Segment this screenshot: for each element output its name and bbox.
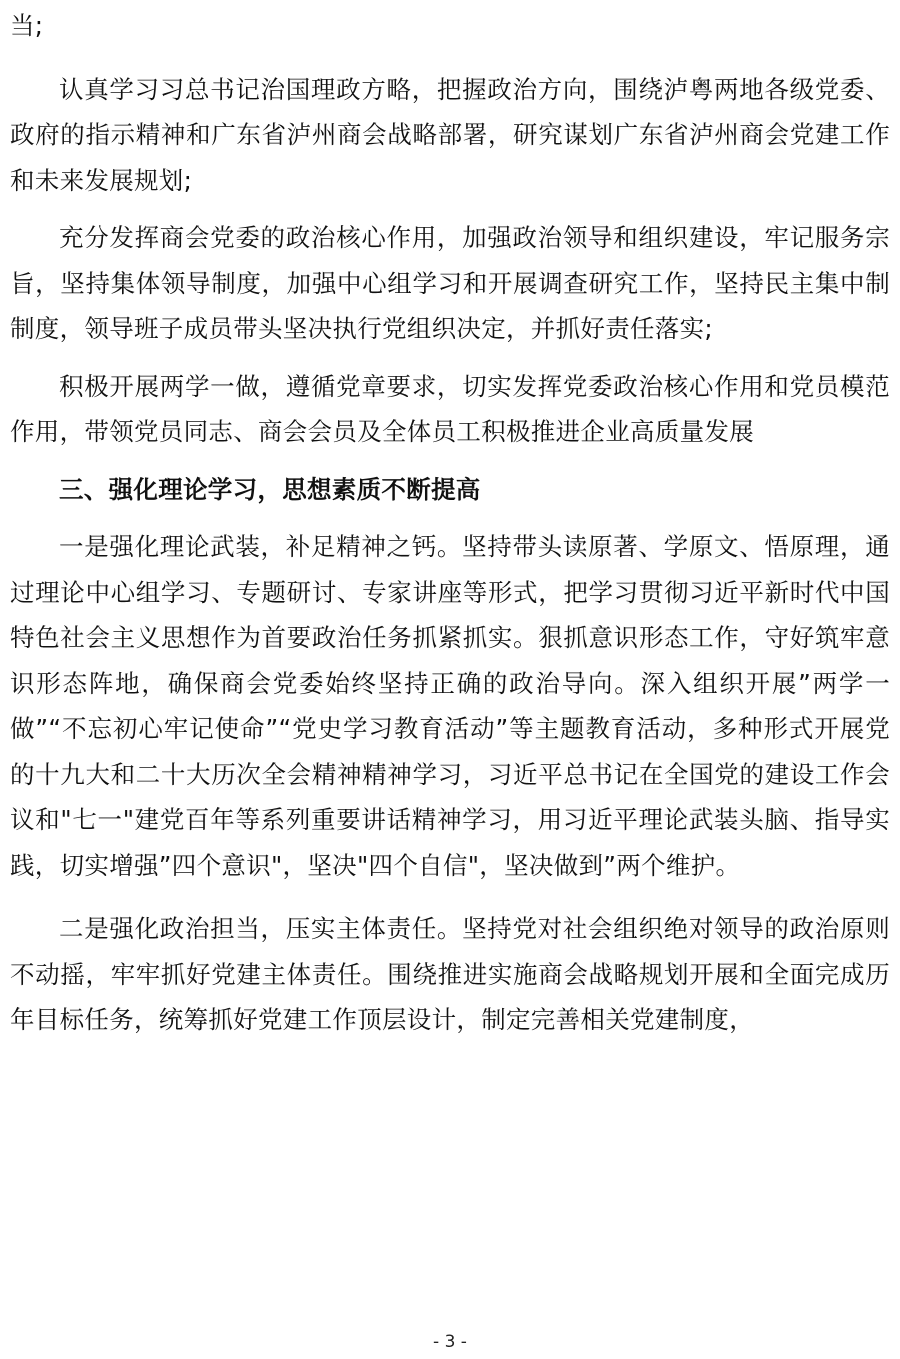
page-number: - 3 - bbox=[433, 1332, 467, 1352]
paragraph-political-responsibility: 二是强化政治担当，压实主体责任。坚持党对社会组织绝对领导的政治原则不动摇，牢牢抓好党建主体责任。围绕推进实施商会战略规划开展和全面完成历年目标任务，统筹抓好党建工作顶层设计，制定完善相关党建制度， bbox=[10, 914, 890, 1034]
paragraph-continuation: 当; bbox=[10, 11, 44, 40]
paragraph-two-studies: 积极开展两学一做，遵循党章要求，切实发挥党委政治核心作用和党员模范作用，带领党员同志、商会会员及全体员工积极推进企业高质量发展 bbox=[10, 371, 890, 446]
paragraph-party-committee-role: 充分发挥商会党委的政治核心作用，加强政治领导和组织建设，牢记服务宗旨，坚持集体领导制度，加强中心组学习和开展调查研究工作，坚持民主集中制制度，领导班子成员带头坚决执行党组织决定，并抓好责任落实; bbox=[10, 223, 890, 343]
paragraph-theory-armament: 一是强化理论武装，补足精神之钙。坚持带头读原著、学原文、悟原理，通过理论中心组学习、专题研讨、专家讲座等形式，把学习贯彻习近平新时代中国特色社会主义思想作为首要政治任务抓紧抓实。狠抓意识形态工作，守好筑牢意识形态阵地，确保商会党委始终坚持正确的政治导向。深入组织开展”两学一做”“不忘初心牢记使命”“党史学习教育活动”等主题教育活动，多种形式开展党的十九大和二十大历次全会精神精神学习，习近平总书记在全国党的建设工作会议和"七一"建党百年等系列重要讲话精神学习，用习近平理论武装头脑、指导实践，切实增强”四个意识"，坚决"四个自信"，坚决做到”两个维护。 bbox=[10, 532, 890, 880]
document-body bbox=[10, 0, 890, 1043]
section-heading-theory-study: 三、强化理论学习，思想素质不断提高 bbox=[59, 474, 481, 504]
paragraph-study-policy: 认真学习习总书记治国理政方略，把握政治方向，围绕泸粤两地各级党委、政府的指示精神和广东省泸州商会战略部署，研究谋划广东省泸州商会党建工作和未来发展规划; bbox=[10, 74, 890, 195]
